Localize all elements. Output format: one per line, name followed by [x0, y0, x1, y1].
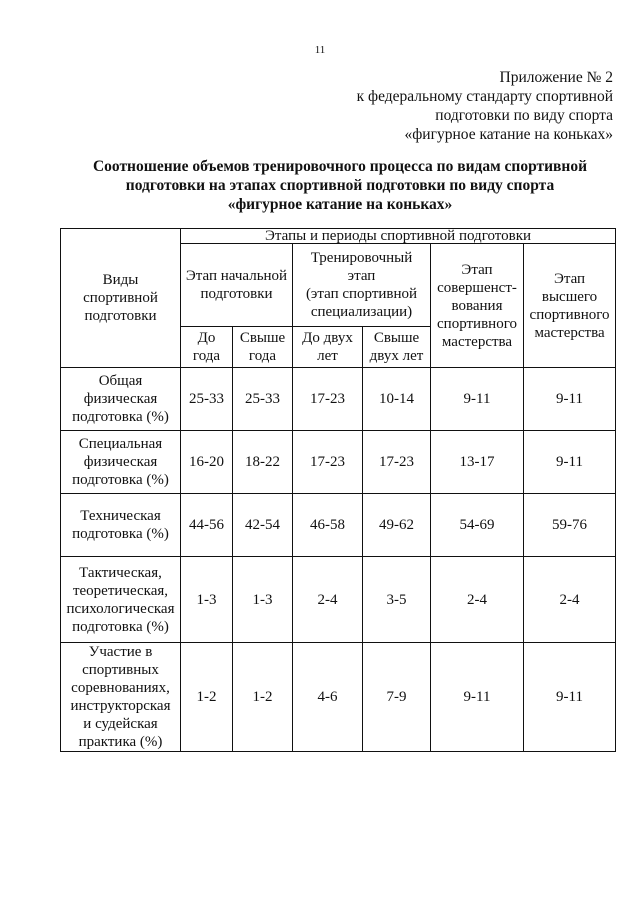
table-cell: 42-54 — [233, 494, 293, 557]
table-cell: 1-2 — [181, 643, 233, 752]
improvement-stage-header: Этап совершенст- вования спортивного мастерства — [431, 244, 524, 368]
table-cell: 54-69 — [431, 494, 524, 557]
table-cell: 2-4 — [431, 557, 524, 643]
appendix-line: «фигурное катание на коньках» — [404, 126, 613, 143]
initial-stage-header: Этап начальной подготовки — [181, 244, 293, 327]
table-cell: 16-20 — [181, 431, 233, 494]
table-cell: 18-22 — [233, 431, 293, 494]
table-cell: 17-23 — [293, 368, 363, 431]
title-line: подготовки на этапах спортивной подготовки по виду спорта — [125, 177, 555, 194]
table-cell: 10-14 — [363, 368, 431, 431]
table-cell: 9-11 — [524, 368, 616, 431]
title-line: Соотношение объемов тренировочного процесса по видам спортивной — [92, 158, 588, 175]
appendix-line: к федеральному стандарту спортивной — [356, 88, 613, 105]
title-line: «фигурное катание на коньках» — [227, 196, 453, 213]
table-cell: 1-2 — [233, 643, 293, 752]
table-row — [61, 431, 616, 494]
table-cell: 1-3 — [233, 557, 293, 643]
table-row — [61, 557, 616, 643]
table-cell: 1-3 — [181, 557, 233, 643]
table-cell: 2-4 — [293, 557, 363, 643]
row-label: Общая физическая подготовка (%) — [61, 368, 181, 431]
table-cell: 9-11 — [431, 643, 524, 752]
row-label: Специальная физическая подготовка (%) — [61, 431, 181, 494]
table-cell: 4-6 — [293, 643, 363, 752]
appendix-line: Приложение № 2 — [499, 69, 613, 86]
row-label: Тактическая, теоретическая, психологическая подготовка (%) — [61, 557, 181, 643]
initial-over-year-header: Свыше года — [233, 327, 293, 368]
table-cell: 9-11 — [524, 643, 616, 752]
training-over-two-years-header: Свыше двух лет — [363, 327, 431, 368]
row-label: Участие в спортивных соревнованиях, инструкторская и судейская практика (%) — [61, 643, 181, 752]
table-cell: 7-9 — [363, 643, 431, 752]
table-cell: 2-4 — [524, 557, 616, 643]
table-cell: 17-23 — [293, 431, 363, 494]
stages-group-header: Этапы и периоды спортивной подготовки — [181, 229, 616, 244]
table-row — [61, 643, 616, 752]
appendix-note — [357, 68, 613, 144]
sport-training-types-header: Виды спортивной подготовки — [61, 229, 181, 368]
table-cell: 25-33 — [233, 368, 293, 431]
table-cell: 13-17 — [431, 431, 524, 494]
training-ratio-table — [60, 228, 616, 752]
training-up-to-two-years-header: До двух лет — [293, 327, 363, 368]
table-cell: 3-5 — [363, 557, 431, 643]
row-label: Техническая подготовка (%) — [61, 494, 181, 557]
table-cell: 25-33 — [181, 368, 233, 431]
table-cell: 17-23 — [363, 431, 431, 494]
document-title — [40, 157, 640, 214]
page-number: 11 — [314, 44, 326, 56]
table-cell: 46-58 — [293, 494, 363, 557]
table-cell: 9-11 — [431, 368, 524, 431]
table-cell: 59-76 — [524, 494, 616, 557]
appendix-line: подготовки по виду спорта — [435, 107, 613, 124]
table-cell: 44-56 — [181, 494, 233, 557]
initial-up-to-year-header: До года — [181, 327, 233, 368]
table-cell: 9-11 — [524, 431, 616, 494]
higher-stage-header: Этап высшего спортивного мастерства — [524, 244, 616, 368]
training-stage-header: Тренировочный этап (этап спортивной специализации) — [293, 244, 431, 327]
table-cell: 49-62 — [363, 494, 431, 557]
table-row — [61, 494, 616, 557]
table-row — [61, 368, 616, 431]
